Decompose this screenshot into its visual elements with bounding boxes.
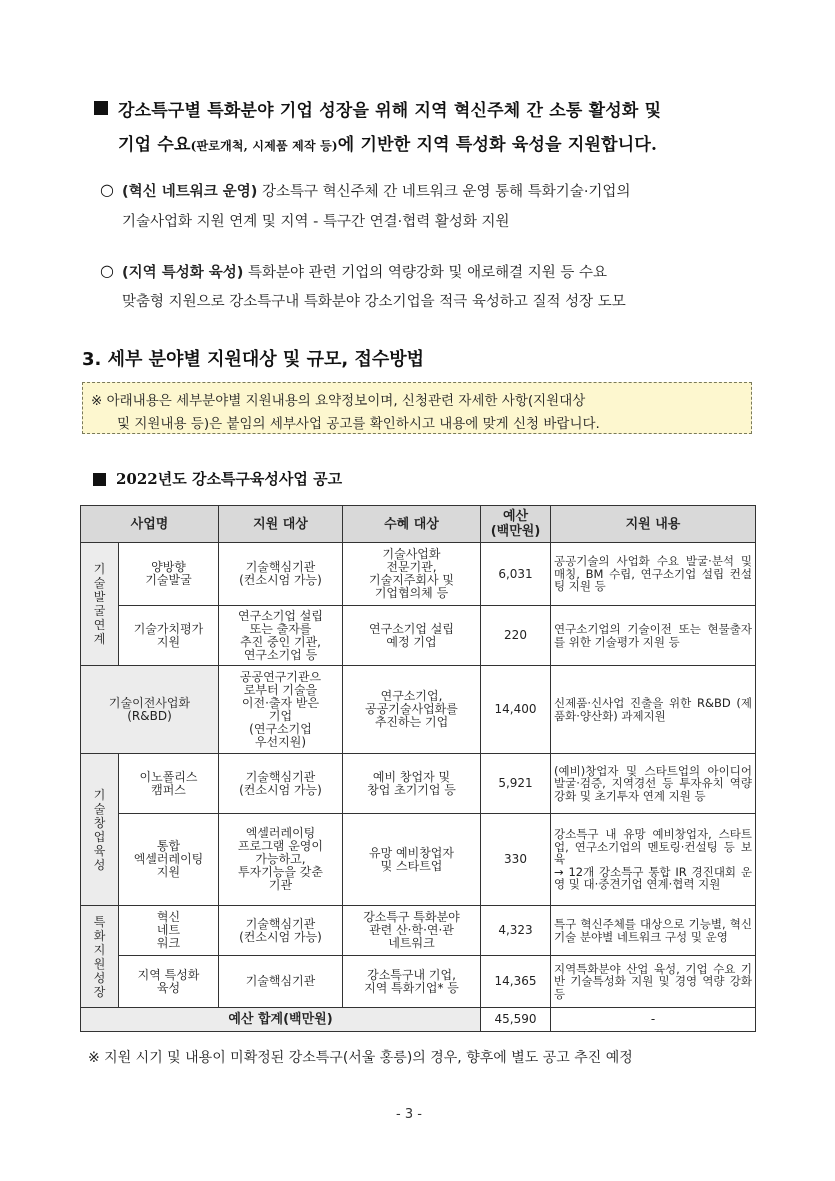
- header-program: 사업명: [81, 506, 219, 543]
- cell-target: 기술핵심기관 (컨소시엄 가능): [219, 543, 343, 606]
- cell-target: 엑셀러레이팅 프로그램 운영이 가능하고, 투자기능을 갖춘 기관: [219, 814, 343, 906]
- total-label: 예산 합계(백만원): [81, 1008, 481, 1032]
- bullet-1-line-2: 기술사업화 지원 연계 및 지역 - 특구간 연결·협력 활성화 지원: [122, 214, 510, 230]
- cell-budget: 220: [481, 606, 551, 666]
- cell-content: 연구소기업의 기술이전 또는 현물출자를 위한 기술평가 지원 등: [551, 606, 756, 666]
- group-label: 특화 지원성장: [93, 914, 106, 999]
- total-value: 45,590: [481, 1008, 551, 1032]
- notice-line-1: ※ 아래내용은 세부분야별 지원내용의 요약정보이며, 신청관련 자세한 사항(지원대상: [91, 393, 586, 409]
- header-target: 지원 대상: [219, 506, 343, 543]
- bullet-1-text: 강소특구 혁신주체 간 네트워크 운영 통해 특화기술·기업의: [257, 184, 631, 200]
- cell-beneficiary: 유망 예비창업자 및 스타트업: [343, 814, 481, 906]
- cell-content: 공공기술의 사업화 수요 발굴·분석 및 매칭, BM 수립, 연구소기업 설립 컨설팅 지원 등: [551, 543, 756, 606]
- total-content: -: [551, 1008, 756, 1032]
- cell-beneficiary: 예비 창업자 및 창업 초기기업 등: [343, 754, 481, 814]
- footnote: ※ 지원 시기 및 내용이 미확정된 강소특구(서울 홍릉)의 경우, 향후에 별도 공고 추진 예정: [88, 1050, 633, 1066]
- notice-box: [82, 382, 752, 434]
- cell-target: 기술핵심기관 (컨소시엄 가능): [219, 906, 343, 956]
- bullet-2-line-2: 맞춤형 지원으로 강소특구내 특화분야 강소기업을 적극 육성하고 질적 성장 도모: [122, 294, 626, 310]
- table-title: 2022년도 강소특구육성사업 공고: [116, 470, 343, 488]
- group-tech-discovery: [81, 543, 119, 666]
- cell-target: 연구소기업 설립 또는 출자를 추진 중인 기관, 연구소기업 등: [219, 606, 343, 666]
- cell-name: 기술가치평가 지원: [119, 606, 219, 666]
- group-label: 기술발굴 연계: [93, 562, 106, 646]
- cell-beneficiary: 강소특구 특화분야 관련 산·학·연·관 네트워크: [343, 906, 481, 956]
- header-budget: 예산 (백만원): [481, 506, 551, 543]
- cell-name: 지역 특성화 육성: [119, 956, 219, 1008]
- circle-bullet-icon: ○: [100, 261, 114, 280]
- table-header-row: [81, 506, 756, 543]
- table-row: [81, 814, 756, 906]
- cell-beneficiary: 연구소기업 설립 예정 기업: [343, 606, 481, 666]
- cell-content: (예비)창업자 및 스타트업의 아이디어 발굴·검증, 지역경선 등 투자유치 역량 강화 및 초기투자 연계 지원 등: [551, 754, 756, 814]
- cell-budget: 5,921: [481, 754, 551, 814]
- cell-beneficiary: 연구소기업, 공공기술사업화를 추진하는 기업: [343, 666, 481, 754]
- bullet-1-line-1: [122, 180, 630, 201]
- cell-name: 양방향 기술발굴: [119, 543, 219, 606]
- cell-name: 통합 엑셀러레이팅 지원: [119, 814, 219, 906]
- cell-budget: 14,365: [481, 956, 551, 1008]
- cell-target: 기술핵심기관 (컨소시엄 가능): [219, 754, 343, 814]
- cell-name: 혁신 네트 워크: [119, 906, 219, 956]
- table-total-row: [81, 1008, 756, 1032]
- table-row: [81, 606, 756, 666]
- cell-name: 기술이전사업화 (R&BD): [81, 666, 219, 754]
- program-table: [80, 505, 756, 1032]
- circle-bullet-icon: ○: [100, 180, 114, 199]
- cell-beneficiary: 기술사업화 전문기관, 기술지주회사 및 기업협의체 등: [343, 543, 481, 606]
- table-row: [81, 754, 756, 814]
- bullet-2-title: (지역 특성화 육성): [122, 265, 244, 281]
- cell-beneficiary: 강소특구내 기업, 지역 특화기업* 등: [343, 956, 481, 1008]
- table-row: [81, 666, 756, 754]
- page-number: - 3 -: [396, 1107, 422, 1122]
- section-title: 3. 세부 분야별 지원대상 및 규모, 접수방법: [82, 349, 425, 370]
- table-row: [81, 956, 756, 1008]
- cell-budget: 14,400: [481, 666, 551, 754]
- cell-content: 신제품·신사업 진출을 위한 R&BD (제품화·양산화) 과제지원: [551, 666, 756, 754]
- group-tech-startup: [81, 754, 119, 906]
- cell-target: 공공연구기관으 로부터 기술을 이전·출자 받은 기업 (연구소기업 우선지원): [219, 666, 343, 754]
- notice-line-2: 및 지원내용 등)은 붙임의 세부사업 공고를 확인하시고 내용에 맞게 신청 바랍니다.: [117, 416, 600, 432]
- square-bullet-icon: [94, 101, 108, 115]
- bullet-2-text: 특화분야 관련 기업의 역량강화 및 애로해결 지원 등 수요: [243, 265, 608, 281]
- table-row: [81, 543, 756, 606]
- intro-line-2-post: 에 기반한 지역 특성화 육성을 지원합니다.: [337, 135, 658, 155]
- intro-line-1: 강소특구별 특화분야 기업 성장을 위해 지역 혁신주체 간 소통 활성화 및: [118, 101, 662, 121]
- group-special-support: [81, 906, 119, 1008]
- cell-budget: 330: [481, 814, 551, 906]
- group-label: 기술창업 육성: [93, 787, 106, 872]
- cell-budget: 6,031: [481, 543, 551, 606]
- bullet-1-title: (혁신 네트워크 운영): [122, 184, 258, 200]
- cell-budget: 4,323: [481, 906, 551, 956]
- intro-line-2-small: (판로개척, 시제품 제작 등): [190, 139, 338, 153]
- cell-content: 지역특화분야 산업 육성, 기업 수요 기반 기술특성화 지원 및 경영 역량 강화 등: [551, 956, 756, 1008]
- table-row: [81, 906, 756, 956]
- header-content: 지원 내용: [551, 506, 756, 543]
- cell-target: 기술핵심기관: [219, 956, 343, 1008]
- cell-content: 특구 혁신주체를 대상으로 기능별, 혁신기술 분야별 네트워크 구성 및 운영: [551, 906, 756, 956]
- cell-content: 강소특구 내 유망 예비창업자, 스타트업, 연구소기업의 멘토링·컨설팅 등 보육 → 12개 강소특구 통합 IR 경진대회 운영 및 대·중견기업 연계·협력 지원: [551, 814, 756, 906]
- bullet-2-line-1: [122, 261, 607, 282]
- intro-line-2-pre: 기업 수요: [118, 135, 191, 155]
- cell-name: 이노폴리스 캠퍼스: [119, 754, 219, 814]
- intro-line-2: [118, 130, 657, 155]
- square-bullet-icon: [93, 473, 106, 486]
- header-beneficiary: 수혜 대상: [343, 506, 481, 543]
